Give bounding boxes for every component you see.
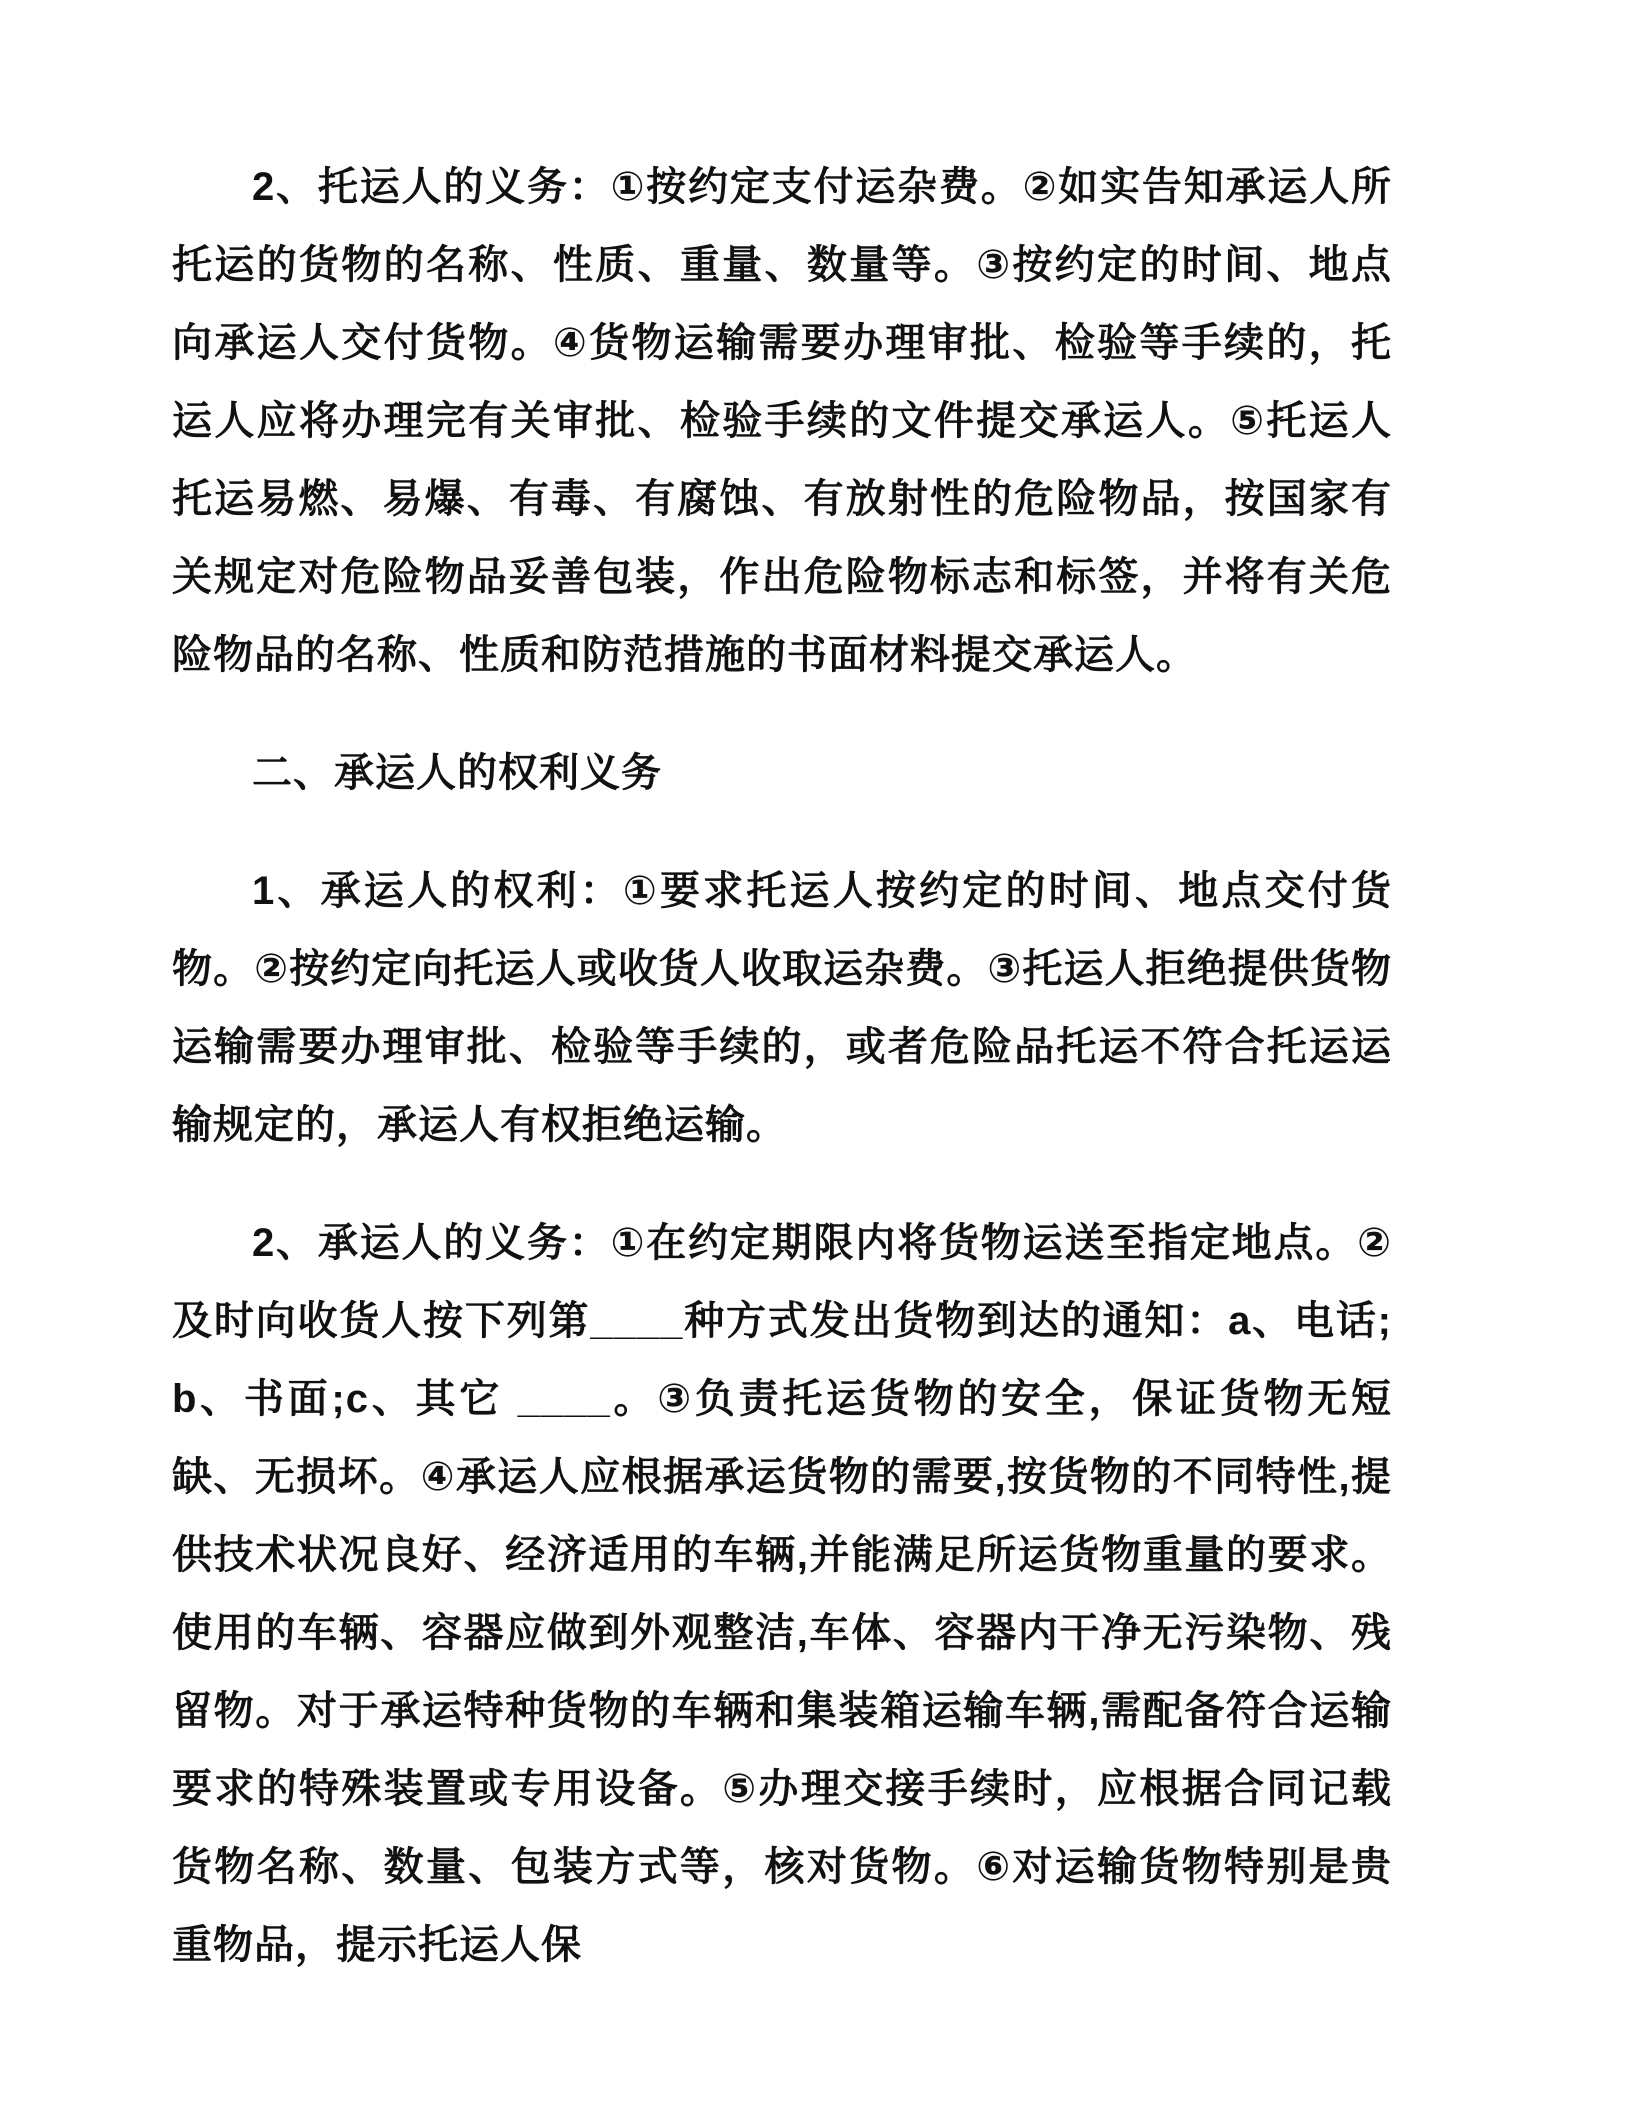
paragraph-carrier-rights: 1、承运人的权利：①要求托运人按约定的时间、地点交付货物。②按约定向托运人或收货人收取运杂费。③托运人拒绝提供货物运输需要办理审批、检验等手续的，或者危险品托运不符合托运运输规定的，承运人有权拒绝运输。 — [172, 869, 1392, 1147]
section-heading-carrier-rights-obligations: 二、承运人的权利义务 — [252, 751, 662, 795]
paragraph-carrier-obligations: 2、承运人的义务：①在约定期限内将货物运送至指定地点。②及时向收货人按下列第____种方式发出货物到达的通知：a、电话;b、书面;c、其它 ____。③负责托运货物的安全，保证货物无短缺、无损坏。④承运人应根据承运货物的需要,按货物的不同特性,提供技术状况良好、经济适用的车辆,并能满足所运货物重量的要求。使用的车辆、容器应做到外观整洁,车体、容器内干净无污染物、残留物。对于承运特种货物的车辆和集装箱运输车辆,需配备符合运输要求的特殊装置或专用设备。⑤办理交接手续时，应根据合同记载货物名称、数量、包装方式等，核对货物。⑥对运输货物特别是贵重物品，提示托运人保 — [172, 1221, 1392, 1967]
paragraph-shipper-obligations: 2、托运人的义务：①按约定支付运杂费。②如实告知承运人所托运的货物的名称、性质、重量、数量等。③按约定的时间、地点向承运人交付货物。④货物运输需要办理审批、检验等手续的，托运人应将办理完有关审批、检验手续的文件提交承运人。⑤托运人托运易燃、易爆、有毒、有腐蚀、有放射性的危险物品，按国家有关规定对危险物品妥善包装，作出危险物标志和标签，并将有关危险物品的名称、性质和防范措施的书面材料提交承运人。 — [172, 165, 1392, 677]
